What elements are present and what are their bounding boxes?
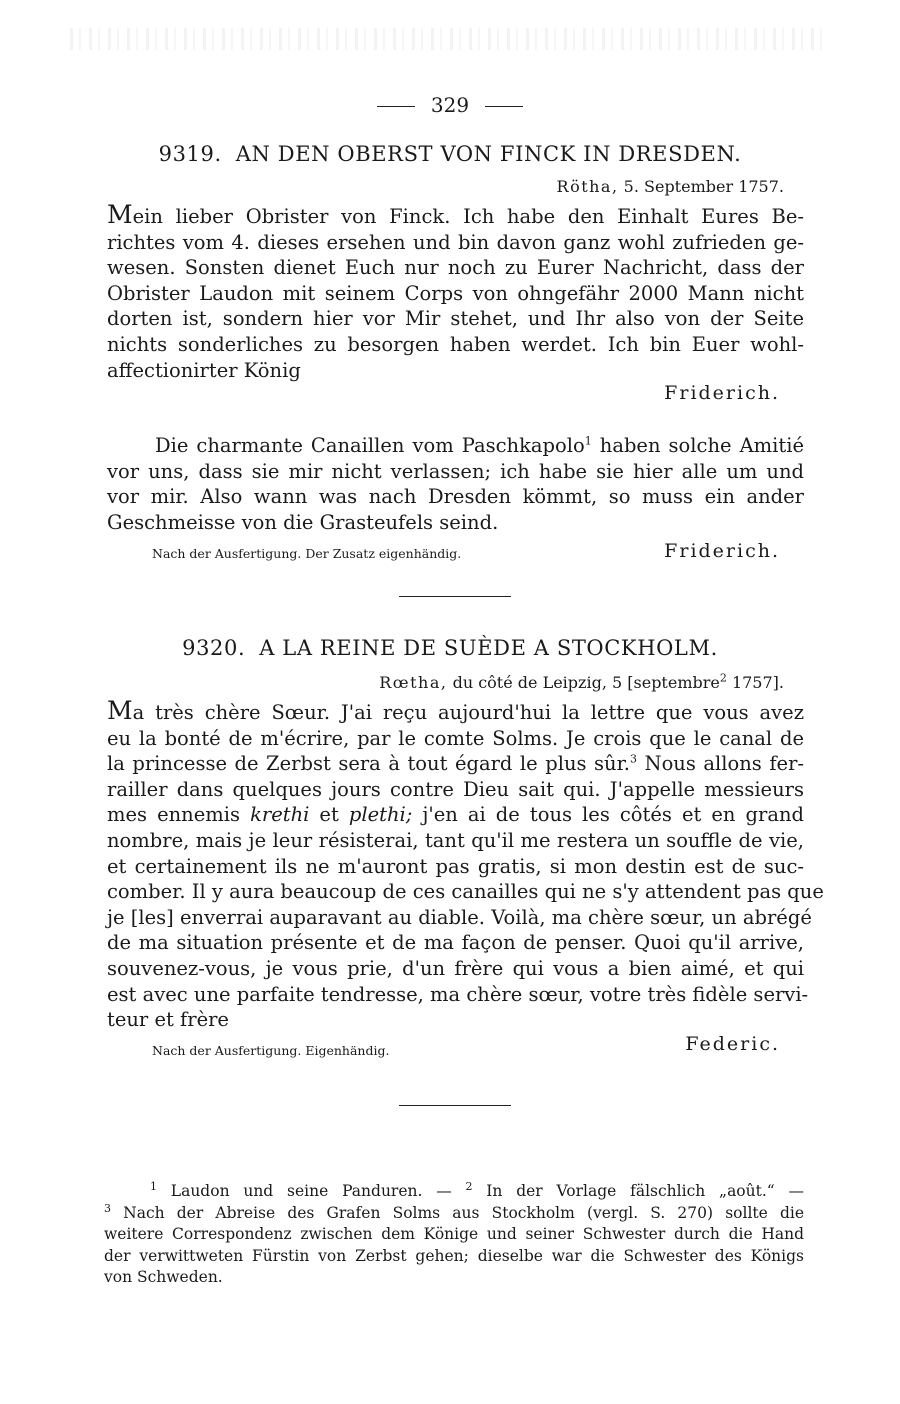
body-line: affectionirter König [107, 358, 301, 382]
place: Rötha, [556, 177, 619, 196]
date: 5. September 1757. [623, 177, 784, 196]
source-note-9320: Nach der Ausfertigung. Eigenhändig. [152, 1043, 390, 1058]
body-line: je [les] enverrai auparavant au diable. Voilà, ma chère sœur, un abrégé [107, 905, 812, 929]
footnote-marker: 1 [150, 1179, 157, 1193]
letter-number: 9320. [182, 636, 246, 660]
date-after: 1757]. [726, 673, 784, 692]
italic-term: plethi; [348, 803, 413, 827]
place: Rœtha, [379, 673, 448, 692]
signature-postscript-9319: Friderich. [664, 540, 780, 562]
body-line: dorten ist, sondern hier vor Mir stehet, und Ihr also von der Seite [107, 307, 804, 331]
section-divider [399, 596, 511, 597]
header-rule-right [485, 106, 523, 107]
postscript-9319 [107, 433, 804, 535]
letter-heading: A LA REINE DE SUÈDE A STOCKHOLM. [259, 636, 718, 660]
body-line: richtes vom 4. dieses ersehen und bin davon ganz wohl zufrieden ge- [107, 230, 804, 254]
date-before: du côté de Leipzig, 5 [septembre [452, 673, 720, 692]
page-number: 329 [430, 93, 470, 117]
footnote-marker: 3 [104, 1201, 111, 1215]
source-note-9319: Nach der Ausfertigung. Der Zusatz eigenhändig. [152, 546, 462, 561]
footnote-marker: 1 [584, 434, 592, 448]
body-line: teur et frère [107, 1008, 229, 1032]
footnote-1: Laudon und seine Panduren. — [157, 1182, 466, 1200]
body-line: Obrister Laudon mit seinem Corps von ohngefähr 2000 Mann nicht [107, 281, 804, 305]
italic-term: krethi [250, 803, 310, 827]
letter-body-9320 [107, 696, 824, 1033]
footnote-line [104, 1181, 804, 1203]
body-line: railler dans quelques jours contre Dieu sait qui. J'appelle messieurs [107, 777, 804, 801]
body-line: Geschmeisse von die Grasteufels seind. [107, 510, 499, 534]
body-line: nichts sonderliches zu besorgen haben werdet. Ich bin Euer wohl- [107, 332, 804, 356]
letter-title-9320 [0, 636, 900, 660]
body-line: Die charmante Canaillen vom Paschkapolo$^1$ haben solche Amitié [155, 434, 804, 457]
signature-9319: Friderich. [664, 382, 780, 404]
initial-letter: M [107, 696, 133, 725]
section-divider [399, 1105, 511, 1106]
letter-body-9319 [107, 200, 804, 383]
header-rule-left [377, 106, 415, 107]
footnote-line: der verwittweten Fürstin von Zerbst gehen; dieselbe war die Schwester des Königs [104, 1246, 804, 1265]
body-line: vor uns, dass sie mir nicht verlassen; ich habe sie hier alle um und [107, 459, 804, 483]
body-line: souvenez-vous, je vous prie, d'un frère qui vous a bien aimé, et qui [107, 956, 804, 980]
body-line: la princesse de Zerbst sera à tout égard le plus sûr.$^3$ Nous allons fer- [107, 752, 804, 776]
scan-artifact [70, 28, 830, 50]
letter-number: 9319. [158, 142, 222, 166]
letter-title-9319 [0, 142, 900, 166]
body-line: et certainement ils ne m'auront pas gratis, si mon destin est de suc- [107, 854, 804, 878]
footnote-marker: 3 [629, 752, 637, 766]
body-line: de ma situation présente et de ma façon de penser. Quoi qu'il arrive, [107, 931, 804, 955]
footnote-line: von Schweden. [104, 1268, 223, 1286]
dateline-9320 [379, 673, 784, 692]
body-line: est avec une parfaite tendresse, ma chère sœur, votre très fidèle servi- [107, 982, 809, 1006]
footnote-line [104, 1203, 804, 1225]
body-line: Mein lieber Obrister von Finck. Ich habe den Einhalt Eures Be- [107, 200, 804, 229]
footnote-2: In der Vorlage fälschlich „août.“ — [472, 1182, 805, 1200]
body-line: wesen. Sonsten dienet Euch nur noch zu Eurer Nachricht, dass der [107, 256, 804, 280]
body-line: mes ennemis krethi et plethi; j'en ai de tous les côtés et en grand [107, 803, 804, 827]
body-line: eu la bonté de m'écrire, par le comte Solms. Je crois que le canal de [107, 726, 804, 750]
body-line: nombre, mais je leur résisterai, tant qu'il me restera un souffle de vie, [107, 828, 804, 852]
body-line: vor mir. Also wann was nach Dresden kömmt, so muss ein ander [107, 485, 804, 509]
body-line: Ma très chère Sœur. J'ai reçu aujourd'hui la lettre que vous avez [107, 696, 804, 725]
footnote-marker: 2 [465, 1179, 473, 1193]
dateline-9319 [557, 177, 784, 196]
body-line: comber. Il y aura beaucoup de ces canailles qui ne s'y attendent pas que [107, 880, 824, 904]
footnotes [104, 1181, 804, 1289]
footnote-line: weitere Correspondenz zwischen dem Könige und seiner Schwester durch die Hand [104, 1225, 804, 1243]
footnote-3: Nach der Abreise des Grafen Solms aus Stockholm (vergl. S. 270) sollte die [111, 1203, 804, 1222]
footnote-marker: 2 [719, 671, 727, 685]
initial-letter: M [107, 200, 133, 229]
page-header [0, 93, 900, 117]
letter-heading: AN DEN OBERST VON FINCK IN DRESDEN. [235, 142, 742, 166]
signature-9320: Federic. [685, 1033, 780, 1055]
